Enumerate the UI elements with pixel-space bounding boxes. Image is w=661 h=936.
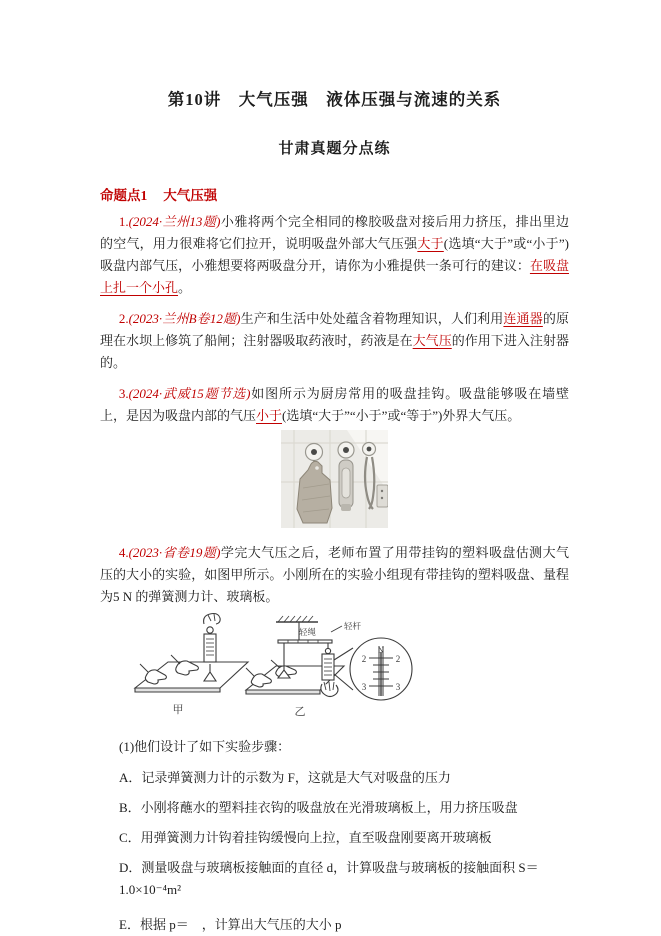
scale-tick-2-right: 2	[395, 654, 401, 664]
question-3-tag	[119, 386, 251, 401]
question-1-answer-2: 在吸盘上扎一个小孔	[100, 258, 569, 295]
label-rod: 轻杆	[344, 621, 362, 631]
question-4-source: (2023·省卷19题)	[128, 545, 221, 560]
question-1-text-1: 小雅将两个完全相同的橡胶吸盘对接后用力挤压，排出里边的空气，用力很难将它们拉开，说明吸盘外部大气压强	[100, 214, 569, 251]
question-1-answer-1: 大于	[417, 236, 444, 251]
experiment-diagram	[118, 612, 418, 719]
question-1-tag	[119, 214, 221, 229]
question-2-answer-2: 大气压	[412, 333, 452, 348]
step-a: A．记录弹簧测力计的示数为 F，这就是大气对吸盘的压力	[119, 770, 451, 785]
question-2-text-1: 生产和生活中处处蕴含着物理知识，人们利用	[240, 311, 504, 326]
step-e: E．根据 p＝ ，计算出大气压的大小 p	[119, 917, 342, 932]
experiment-steps	[119, 736, 569, 936]
step-c: C．用弹簧测力计钩着挂钩缓慢向上拉，直至吸盘刚要离开玻璃板	[119, 830, 492, 845]
question-3-answer-1: 小于	[256, 408, 283, 423]
page-subtitle: 甘肃真题分点练	[278, 141, 391, 157]
scale-tick-3-right: 3	[395, 682, 401, 692]
question-1	[100, 211, 569, 299]
question-4	[100, 542, 569, 608]
figure-experiment	[118, 612, 569, 724]
question-4-text-1: 学完大气压之后，老师布置了用带挂钩的塑料吸盘估测大气压的大小的实验，如图甲所示。小刚所在的实验小组现有带挂钩的塑料吸盘、量程为5 N 的弹簧测力计、玻璃板。	[100, 545, 569, 604]
question-1-number: 1.	[118, 214, 129, 229]
step-d: D．测量吸盘与玻璃板接触面的直径 d，计算吸盘与玻璃板的接触面积 S＝1.0×10⁻⁴m²	[119, 860, 539, 897]
question-4-number: 4.	[118, 545, 129, 560]
question-3-number: 3.	[118, 386, 129, 401]
section-heading	[100, 184, 569, 204]
scale-unit: N	[378, 646, 384, 655]
question-2-number: 2.	[118, 311, 129, 326]
scale-tick-3-left: 3	[361, 682, 367, 692]
label-rope: 轻绳	[299, 627, 317, 637]
step-b: B．小刚将蘸水的塑料挂衣钩的吸盘放在光滑玻璃板上，用力挤压吸盘	[119, 800, 518, 815]
figure-suction-hooks	[100, 430, 569, 533]
suction-hook-middle	[338, 442, 354, 458]
label-jia: 甲	[172, 704, 184, 716]
grater	[339, 460, 353, 511]
question-4-tag	[119, 545, 221, 560]
question-2-tag	[119, 311, 241, 326]
scale-tick-2-left: 2	[361, 654, 367, 664]
kitchen-hooks-photo	[281, 430, 388, 528]
setup-jia	[135, 614, 248, 693]
question-1-source: (2024·兰州13题)	[128, 214, 221, 229]
question-1-text-3: 。	[178, 280, 192, 295]
question-2-text-3: 的作用下进入注射器的。	[100, 333, 569, 370]
steps-intro: (1)他们设计了如下实验步骤：	[119, 739, 291, 754]
question-2-source: (2023·兰州B卷12题)	[128, 311, 241, 326]
question-2	[100, 308, 569, 374]
question-3	[100, 383, 569, 427]
label-yi: 乙	[294, 706, 306, 718]
question-3-text-2: (选填“大于”“小于”或“等于”)外界大气压。	[282, 408, 521, 423]
question-2-answer-1: 连通器	[503, 311, 543, 326]
setup-yi	[246, 616, 412, 700]
section-label: 命题点1	[100, 188, 148, 203]
section-title: 大气压强	[163, 188, 218, 203]
page-title: 第10讲 大气压强 液体压强与流速的关系	[167, 90, 502, 109]
question-2-text-2: 的原理在水坝上修筑了船闸；注射器吸取药液时，药液是在	[100, 311, 569, 348]
question-1-text-2: (选填“大于”或“小于”)吸盘内部气压，小雅想要将两吸盘分开，请你为小雅提供一条可行的建议：	[100, 236, 569, 273]
question-3-text-1: 如图所示为厨房常用的吸盘挂钩。吸盘能够吸在墙壁上，是因为吸盘内部的气压	[100, 386, 569, 423]
suction-hook-right	[363, 443, 376, 456]
question-3-source: (2024·武威15题节选)	[128, 386, 251, 401]
wall-outlet	[377, 485, 388, 507]
